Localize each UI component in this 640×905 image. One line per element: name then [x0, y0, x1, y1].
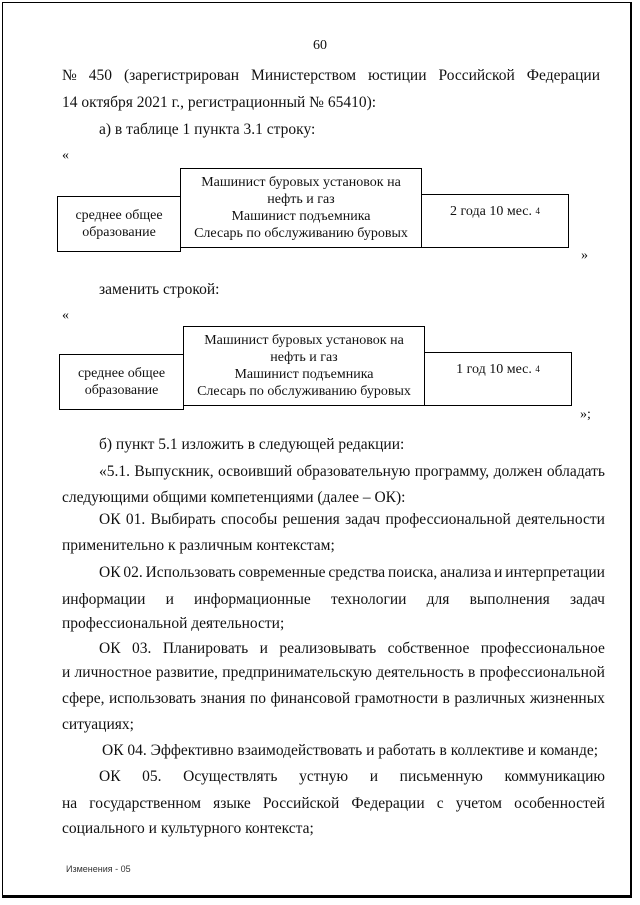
word: деятельности [516, 511, 605, 528]
old-profession-3: Машинист подъемника [231, 209, 371, 224]
ok05-line-3: социального и культурного контекста; [62, 820, 314, 837]
word: личностное [74, 664, 152, 681]
word: в [442, 690, 450, 707]
word: (зарегистрирован [123, 67, 240, 84]
word: решения [282, 511, 340, 528]
word: и [165, 591, 174, 608]
word: деятельность [376, 664, 464, 681]
word: интерпретации [505, 564, 605, 581]
word: № [62, 67, 77, 84]
word: государственном [89, 795, 201, 812]
word: освоивший [218, 463, 293, 480]
new-row-professions-cell [183, 326, 425, 406]
old-row-term-cell [421, 194, 569, 248]
ok02-line-2 [62, 590, 605, 610]
word: собственное [387, 640, 470, 657]
word: Использовать [145, 564, 236, 581]
word: финансовой [270, 690, 351, 707]
close-quote-1: » [581, 248, 588, 263]
word: Осуществлять [183, 768, 278, 785]
ok03-line-2 [62, 663, 605, 683]
open-quote-1: « [62, 148, 69, 163]
ok05-line-1 [99, 767, 605, 787]
open-quote-2: « [62, 308, 69, 323]
word: и [369, 768, 379, 785]
word: 02. [123, 564, 143, 581]
word: использовать [108, 690, 196, 707]
word: способы [221, 511, 278, 528]
word: учетом [455, 795, 502, 812]
old-row-professions-cell [180, 168, 422, 248]
old-row-education-cell [57, 196, 181, 252]
word: Федерации [526, 67, 600, 84]
word: и [494, 564, 503, 581]
word: коммуникацию [504, 768, 605, 785]
new-row-term-cell [424, 352, 572, 406]
p51-line-1 [99, 462, 605, 482]
intro-line-2: 14 октября 2021 г., регистрационный № 65410): [62, 94, 377, 111]
ok01-line-2: применительно к различным контекстам; [62, 537, 335, 554]
new-profession-2: нефть и газ [270, 350, 338, 365]
word: поиска, [388, 564, 438, 581]
close-quote-2: »; [580, 407, 591, 422]
ok02-line-3: профессиональной деятельности; [62, 615, 285, 632]
new-profession-3: Машинист подъемника [234, 367, 374, 382]
ok02-line-1 [99, 563, 605, 583]
word: реализовывать [279, 640, 377, 657]
word: на [62, 795, 78, 812]
word: технологии [330, 591, 407, 608]
word: Выпускник, [134, 463, 214, 480]
word: и [259, 640, 268, 657]
new-footnote: 4 [535, 364, 540, 374]
word: должен [493, 463, 543, 480]
word: программу, [414, 463, 490, 480]
word: современные [238, 564, 326, 581]
word: Выбирать [150, 511, 216, 528]
new-profession-4: Слесарь по обслуживанию буровых [197, 384, 411, 399]
word: по [249, 690, 266, 707]
word: для [426, 591, 450, 608]
word: 03. [132, 640, 152, 657]
word: «5.1. [99, 463, 130, 480]
word: задач [345, 511, 381, 528]
word: в [468, 664, 476, 681]
word: обладать [546, 463, 605, 480]
ok03-line-3 [62, 689, 605, 709]
ok05-line-2 [62, 794, 605, 814]
word: юстиции [368, 67, 427, 84]
new-education: среднее общее образование [77, 366, 166, 398]
word: развитие, [155, 664, 219, 681]
word: предпринимательскую [222, 664, 372, 681]
ok03-line-1 [99, 639, 605, 659]
word: Российской [438, 67, 515, 84]
ok03-line-4: ситуациях; [62, 716, 134, 733]
new-profession-1: Машинист буровых установок на [204, 333, 404, 348]
word: ОК [99, 640, 121, 657]
word: сфере, [62, 690, 105, 707]
word: средства [328, 564, 386, 581]
old-profession-4: Слесарь по обслуживанию буровых [194, 226, 408, 241]
word: устную [299, 768, 349, 785]
word: анализа [440, 564, 492, 581]
replace-with: заменить строкой: [99, 281, 220, 298]
word: с [436, 795, 444, 812]
item-a: а) в таблице 1 пункта 3.1 строку: [99, 121, 316, 138]
new-row-education-cell [59, 354, 184, 410]
word: письменную [399, 768, 483, 785]
word: профессиональной [479, 664, 605, 681]
p51-line-2: следующими общими компетенциями (далее – ОК): [62, 489, 406, 506]
intro-line-1 [62, 66, 600, 86]
old-term: 2 года 10 мес. [450, 204, 532, 219]
ok01-line-1 [99, 510, 605, 530]
word: образовательную [296, 463, 411, 480]
old-profession-1: Машинист буровых установок на [201, 175, 401, 190]
word: профессиональной [385, 511, 511, 528]
page-number: 60 [313, 38, 327, 53]
old-profession-2: нефть и газ [267, 192, 335, 207]
word: и [62, 664, 71, 681]
word: 01. [125, 511, 146, 528]
word: знания [200, 690, 246, 707]
word: задач [569, 591, 605, 608]
word: информации [62, 591, 146, 608]
word: 05. [142, 768, 162, 785]
word: профессиональное [480, 640, 605, 657]
word: различных [454, 690, 526, 707]
footer-changes: Изменения - 05 [66, 864, 131, 874]
word: грамотности [354, 690, 439, 707]
word: Планировать [162, 640, 249, 657]
word: ОК [99, 768, 121, 785]
word: выполнения [469, 591, 550, 608]
word: Министерством [251, 67, 357, 84]
word: языке [213, 795, 251, 812]
old-footnote: 4 [535, 206, 540, 216]
word: жизненных [529, 690, 605, 707]
old-education: среднее общее образование [75, 208, 163, 240]
word: информационные [194, 591, 311, 608]
word: особенностей [514, 795, 605, 812]
word: 450 [88, 67, 112, 84]
word: ОК [99, 511, 121, 528]
item-b: б) пункт 5.1 изложить в следующей редакции: [99, 436, 405, 453]
ok04-line: ОК 04. Эффективно взаимодействовать и работать в коллективе и команде; [102, 742, 599, 759]
new-term: 1 год 10 мес. [456, 362, 532, 377]
word: Российской [262, 795, 340, 812]
word: ОК [99, 564, 121, 581]
word: Федерации [351, 795, 425, 812]
